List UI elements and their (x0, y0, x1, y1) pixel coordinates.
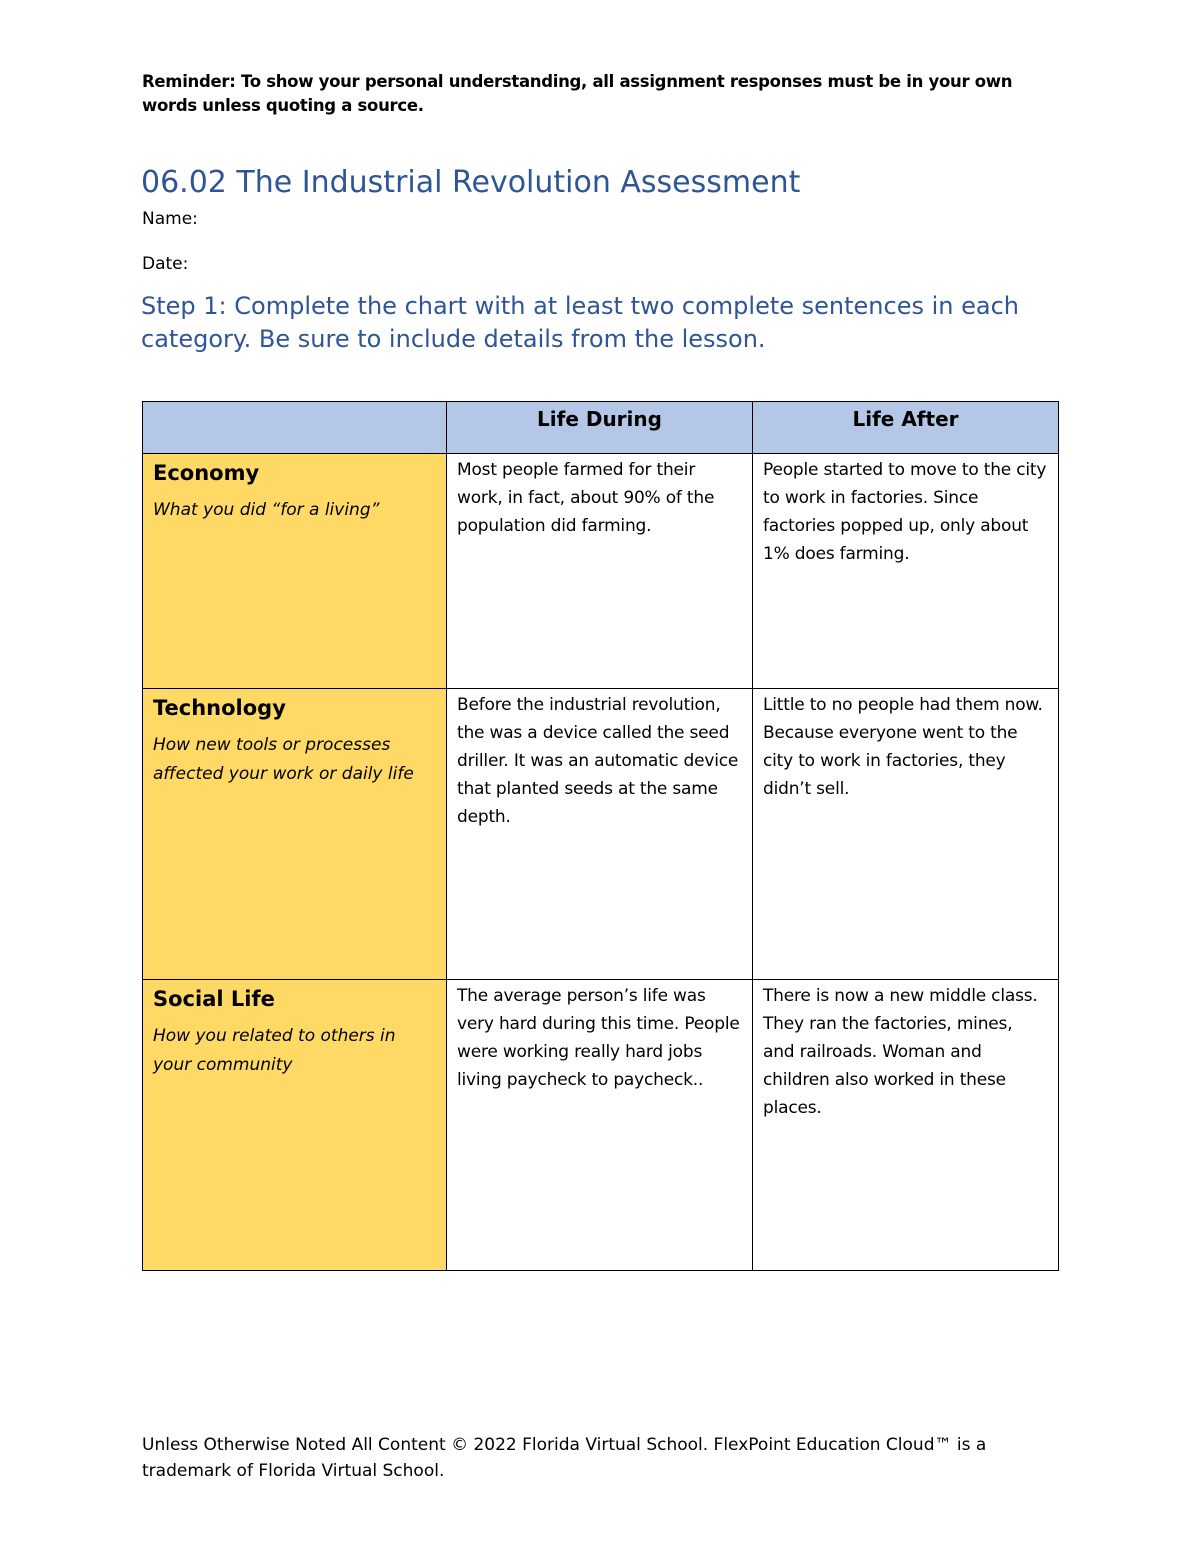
response-text: Little to no people had them now. Because everyone went to the city to work in factories, they didn’t sell. (763, 695, 1043, 799)
table-row-social-life (143, 980, 1059, 1271)
comparison-chart (142, 401, 1059, 1271)
response-cell-after[interactable] (753, 454, 1059, 689)
response-text: Before the industrial revolution, the was a device called the seed driller. It was an automatic device that planted seeds at the same depth. (457, 695, 739, 827)
name-label: Name: (142, 209, 198, 229)
header-cell-life-after (753, 402, 1059, 454)
reminder-text: Reminder: To show your personal understanding, all assignment responses must be in your own words unless quoting a source. (142, 72, 1013, 115)
category-name: Economy (153, 461, 260, 485)
header-cell-life-during (447, 402, 753, 454)
category-cell-social-life (143, 980, 447, 1271)
category-description: What you did “for a living” (153, 500, 380, 520)
response-text: Most people farmed for their work, in fact, about 90% of the population did farming. (457, 460, 715, 536)
response-text: People started to move to the city to work in factories. Since factories popped up, only about 1% does farming. (763, 460, 1047, 564)
category-description: How new tools or processes affected your work or daily life (153, 735, 414, 784)
header-label: Life During (537, 407, 662, 431)
page-title: 06.02 The Industrial Revolution Assessment (141, 165, 801, 200)
response-cell-after[interactable] (753, 689, 1059, 980)
response-cell-during[interactable] (447, 980, 753, 1271)
header-label (143, 402, 446, 407)
response-text: The average person’s life was very hard during this time. People were working really hard jobs living paycheck to paycheck.. (457, 986, 740, 1090)
category-name: Technology (153, 696, 286, 720)
header-label: Life After (852, 407, 959, 431)
copyright-footer: Unless Otherwise Noted All Content © 2022 Florida Virtual School. FlexPoint Education Cloud™ is a trademark of Florida Virtual School. (142, 1435, 987, 1481)
category-cell-economy (143, 454, 447, 689)
category-description: How you related to others in your community (153, 1026, 396, 1075)
response-text: There is now a new middle class. They ran the factories, mines, and railroads. Woman and children also worked in these places. (763, 986, 1038, 1118)
category-cell-technology (143, 689, 447, 980)
chart-header-row (143, 402, 1059, 454)
response-cell-after[interactable] (753, 980, 1059, 1271)
step-1-instructions: Step 1: Complete the chart with at least two complete sentences in each category. Be sure to include details from the lesson. (141, 292, 1019, 353)
table-row-technology (143, 689, 1059, 980)
category-name: Social Life (153, 987, 275, 1011)
header-cell-empty (143, 402, 447, 454)
date-label: Date: (142, 254, 189, 274)
response-cell-during[interactable] (447, 689, 753, 980)
response-cell-during[interactable] (447, 454, 753, 689)
table-row-economy (143, 454, 1059, 689)
